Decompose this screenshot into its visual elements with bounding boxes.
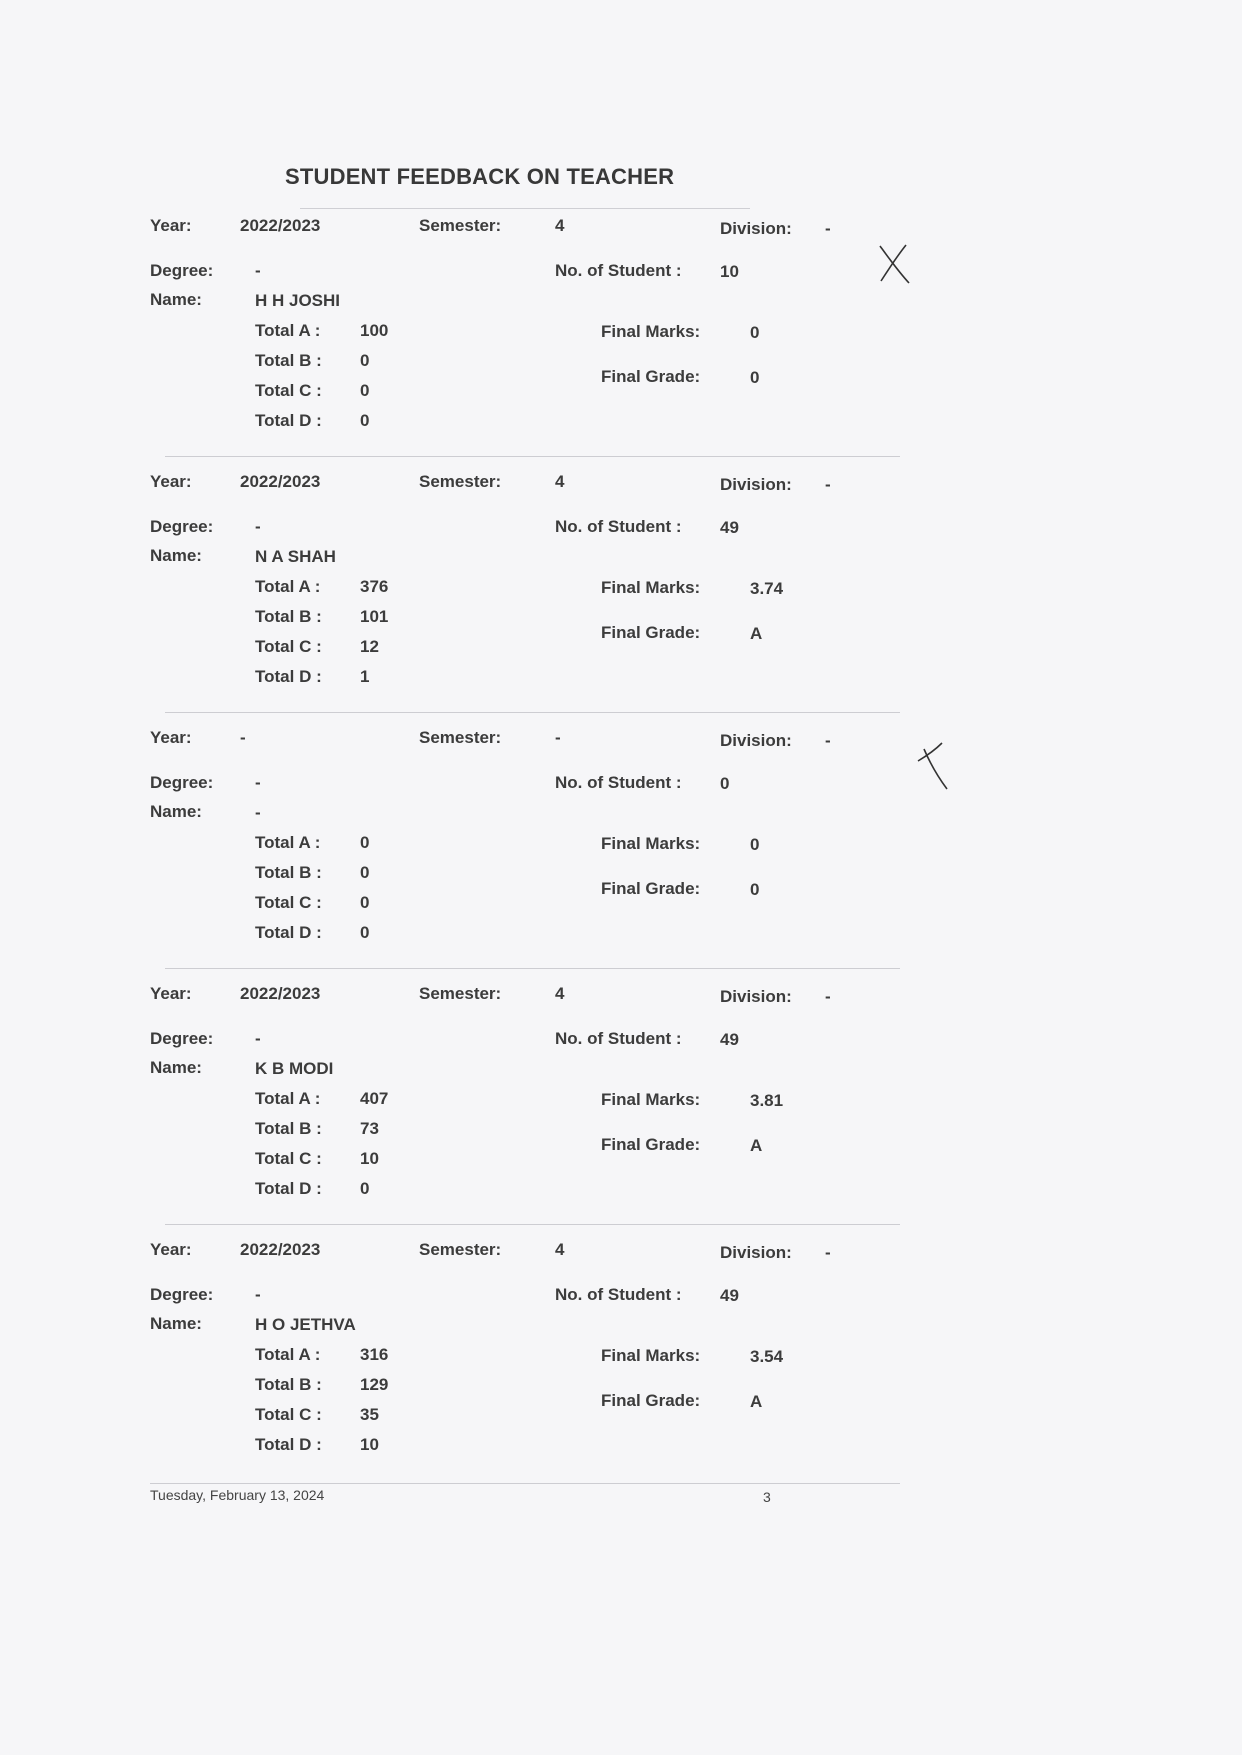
name-value: H H JOSHI — [255, 291, 341, 310]
total-b-value: 129 — [360, 1375, 389, 1394]
title-rule — [300, 208, 750, 209]
semester-label: Semester: — [419, 728, 502, 747]
students-value: 49 — [720, 1030, 739, 1049]
total-c-label: Total C : — [255, 1149, 322, 1168]
final-grade-label: Final Grade: — [601, 879, 701, 898]
record-separator — [165, 1224, 900, 1225]
name-value: N A SHAH — [255, 547, 336, 566]
total-b-value: 101 — [360, 607, 389, 626]
division-value: - — [825, 219, 831, 238]
final-marks-value: 3.54 — [750, 1347, 784, 1366]
total-c-value: 0 — [360, 381, 370, 400]
name-label: Name: — [150, 290, 202, 309]
total-a-label: Total A : — [255, 577, 321, 596]
degree-value: - — [255, 1029, 261, 1048]
division-label: Division: — [720, 731, 792, 750]
division-label: Division: — [720, 1243, 792, 1262]
final-grade-value: A — [750, 1136, 763, 1155]
total-c-value: 12 — [360, 637, 379, 656]
total-b-value: 0 — [360, 863, 370, 882]
teacher-feedback-record — [0, 1240, 1242, 1496]
year-label: Year: — [150, 1240, 192, 1259]
final-marks-value: 0 — [750, 323, 760, 342]
degree-label: Degree: — [150, 773, 214, 792]
total-a-label: Total A : — [255, 1089, 321, 1108]
year-label: Year: — [150, 472, 192, 491]
total-a-value: 376 — [360, 577, 389, 596]
total-a-value: 0 — [360, 833, 370, 852]
total-b-value: 0 — [360, 351, 370, 370]
students-label: No. of Student : — [555, 261, 682, 280]
degree-label: Degree: — [150, 261, 214, 280]
footer-rule — [150, 1483, 900, 1484]
total-c-value: 35 — [360, 1405, 379, 1424]
total-a-value: 407 — [360, 1089, 389, 1108]
total-d-label: Total D : — [255, 1179, 322, 1198]
total-a-value: 316 — [360, 1345, 389, 1364]
semester-label: Semester: — [419, 1240, 502, 1259]
total-d-value: 0 — [360, 411, 370, 430]
name-label: Name: — [150, 546, 202, 565]
total-b-label: Total B : — [255, 607, 322, 626]
record-separator — [165, 456, 900, 457]
year-value: 2022/2023 — [240, 984, 321, 1003]
year-value: 2022/2023 — [240, 1240, 321, 1259]
division-value: - — [825, 1243, 831, 1262]
total-a-label: Total A : — [255, 1345, 321, 1364]
degree-value: - — [255, 261, 261, 280]
final-marks-value: 3.74 — [750, 579, 784, 598]
semester-value: - — [555, 728, 561, 747]
name-label: Name: — [150, 802, 202, 821]
students-value: 0 — [720, 774, 730, 793]
final-grade-label: Final Grade: — [601, 367, 701, 386]
division-value: - — [825, 987, 831, 1006]
total-a-value: 100 — [360, 321, 389, 340]
year-value: 2022/2023 — [240, 472, 321, 491]
total-c-label: Total C : — [255, 893, 322, 912]
teacher-feedback-record — [0, 216, 1242, 472]
total-b-value: 73 — [360, 1119, 379, 1138]
final-marks-value: 0 — [750, 835, 760, 854]
final-marks-label: Final Marks: — [601, 1090, 701, 1109]
total-b-label: Total B : — [255, 863, 322, 882]
total-c-value: 10 — [360, 1149, 379, 1168]
teacher-feedback-record — [0, 472, 1242, 728]
footer-date: Tuesday, February 13, 2024 — [150, 1487, 325, 1503]
degree-label: Degree: — [150, 517, 214, 536]
final-grade-label: Final Grade: — [601, 1391, 701, 1410]
total-a-label: Total A : — [255, 321, 321, 340]
year-value: - — [240, 728, 246, 747]
name-value: K B MODI — [255, 1059, 334, 1078]
final-marks-label: Final Marks: — [601, 578, 701, 597]
semester-label: Semester: — [419, 216, 502, 235]
division-label: Division: — [720, 475, 792, 494]
page-title: STUDENT FEEDBACK ON TEACHER — [285, 164, 675, 189]
year-label: Year: — [150, 216, 192, 235]
division-value: - — [825, 731, 831, 750]
total-d-value: 0 — [360, 923, 370, 942]
students-label: No. of Student : — [555, 1285, 682, 1304]
name-label: Name: — [150, 1058, 202, 1077]
total-b-label: Total B : — [255, 351, 322, 370]
division-label: Division: — [720, 219, 792, 238]
semester-label: Semester: — [419, 984, 502, 1003]
final-grade-value: A — [750, 624, 763, 643]
record-separator — [165, 968, 900, 969]
teacher-feedback-record — [0, 728, 1242, 984]
teacher-feedback-record — [0, 984, 1242, 1240]
students-label: No. of Student : — [555, 517, 682, 536]
students-value: 10 — [720, 262, 739, 281]
students-label: No. of Student : — [555, 773, 682, 792]
total-b-label: Total B : — [255, 1375, 322, 1394]
total-c-label: Total C : — [255, 1405, 322, 1424]
final-marks-label: Final Marks: — [601, 1346, 701, 1365]
semester-value: 4 — [555, 984, 565, 1003]
total-d-label: Total D : — [255, 1435, 322, 1454]
final-grade-value: A — [750, 1392, 763, 1411]
name-value: - — [255, 803, 261, 822]
total-d-value: 1 — [360, 667, 370, 686]
semester-value: 4 — [555, 216, 565, 235]
handwritten-cross-mark-icon — [910, 741, 950, 791]
final-marks-label: Final Marks: — [601, 322, 701, 341]
semester-value: 4 — [555, 1240, 565, 1259]
name-value: H O JETHVA — [255, 1315, 356, 1334]
total-c-label: Total C : — [255, 381, 322, 400]
total-b-label: Total B : — [255, 1119, 322, 1138]
year-label: Year: — [150, 728, 192, 747]
final-grade-label: Final Grade: — [601, 623, 701, 642]
students-label: No. of Student : — [555, 1029, 682, 1048]
total-c-label: Total C : — [255, 637, 322, 656]
final-grade-value: 0 — [750, 880, 760, 899]
degree-value: - — [255, 517, 261, 536]
year-value: 2022/2023 — [240, 216, 321, 235]
students-value: 49 — [720, 1286, 739, 1305]
year-label: Year: — [150, 984, 192, 1003]
degree-value: - — [255, 1285, 261, 1304]
total-d-value: 0 — [360, 1179, 370, 1198]
record-separator — [165, 712, 900, 713]
division-value: - — [825, 475, 831, 494]
total-a-label: Total A : — [255, 833, 321, 852]
degree-label: Degree: — [150, 1029, 214, 1048]
footer-page-number: 3 — [763, 1489, 771, 1505]
semester-value: 4 — [555, 472, 565, 491]
degree-label: Degree: — [150, 1285, 214, 1304]
students-value: 49 — [720, 518, 739, 537]
degree-value: - — [255, 773, 261, 792]
division-label: Division: — [720, 987, 792, 1006]
final-marks-value: 3.81 — [750, 1091, 784, 1110]
semester-label: Semester: — [419, 472, 502, 491]
handwritten-cross-mark-icon — [876, 243, 912, 285]
total-d-label: Total D : — [255, 667, 322, 686]
final-marks-label: Final Marks: — [601, 834, 701, 853]
total-c-value: 0 — [360, 893, 370, 912]
final-grade-label: Final Grade: — [601, 1135, 701, 1154]
name-label: Name: — [150, 1314, 202, 1333]
total-d-label: Total D : — [255, 923, 322, 942]
total-d-label: Total D : — [255, 411, 322, 430]
total-d-value: 10 — [360, 1435, 379, 1454]
final-grade-value: 0 — [750, 368, 760, 387]
